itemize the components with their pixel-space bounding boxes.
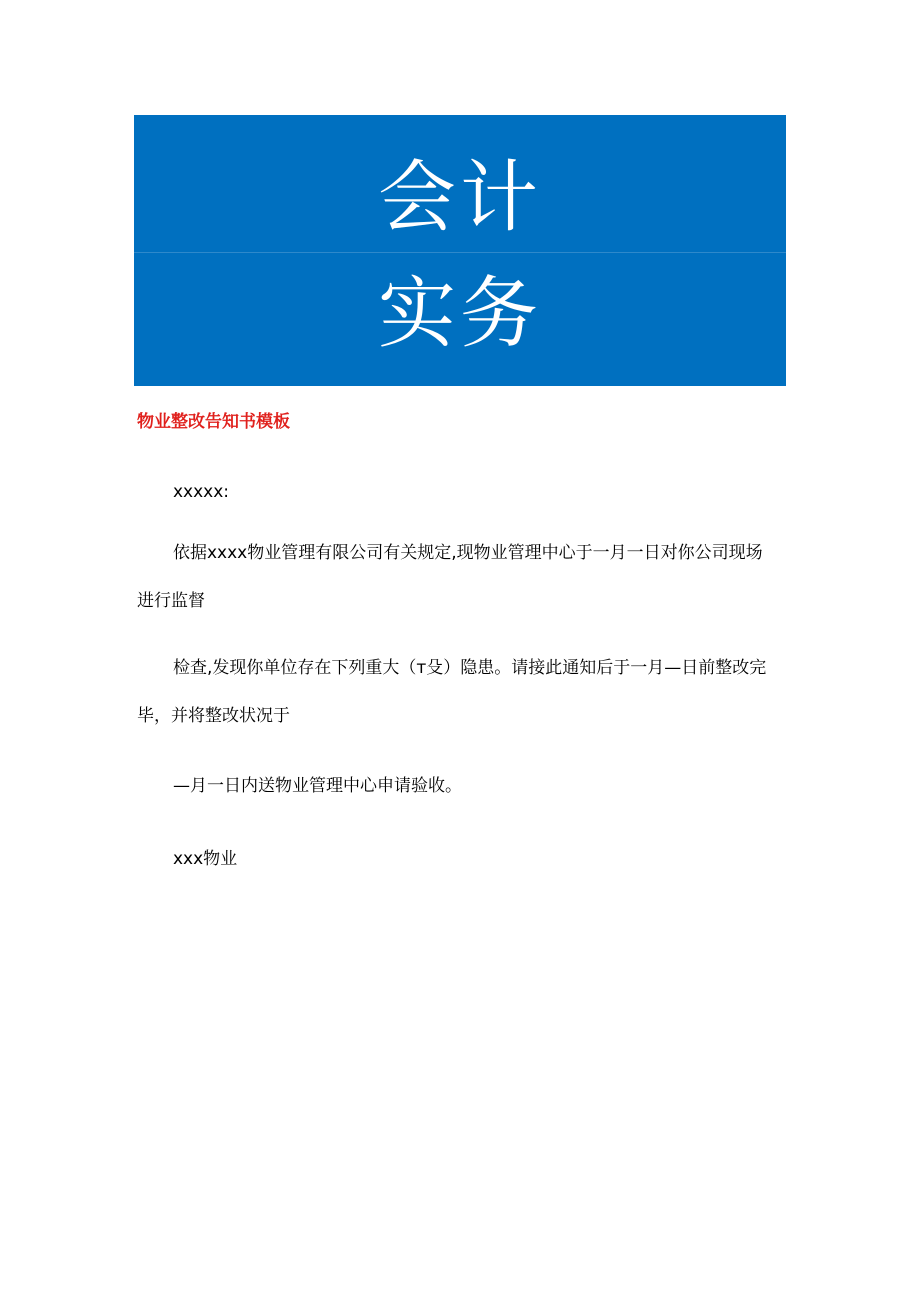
banner-title-line1: 会计 [377,153,542,243]
banner-title-line2: 实务 [377,269,542,359]
document-title: 物业整改告知书模板 [137,412,290,432]
signature: xxx物业 [173,849,238,869]
salutation: xxxxx: [173,482,230,502]
banner-divider [134,252,786,253]
header-banner [134,115,786,386]
paragraph-2: 检查,发现你单位存在下列重大（т殳）隐患。请接此通知后于一月—日前整改完毕，并将整改状况于 [137,658,767,726]
paragraph-3: —月一日内送物业管理中心申请验收。 [173,776,462,796]
paragraph-1: 依据xxxx物业管理有限公司有关规定,现物业管理中心于一月一日对你公司现场进行监督 [137,543,763,611]
